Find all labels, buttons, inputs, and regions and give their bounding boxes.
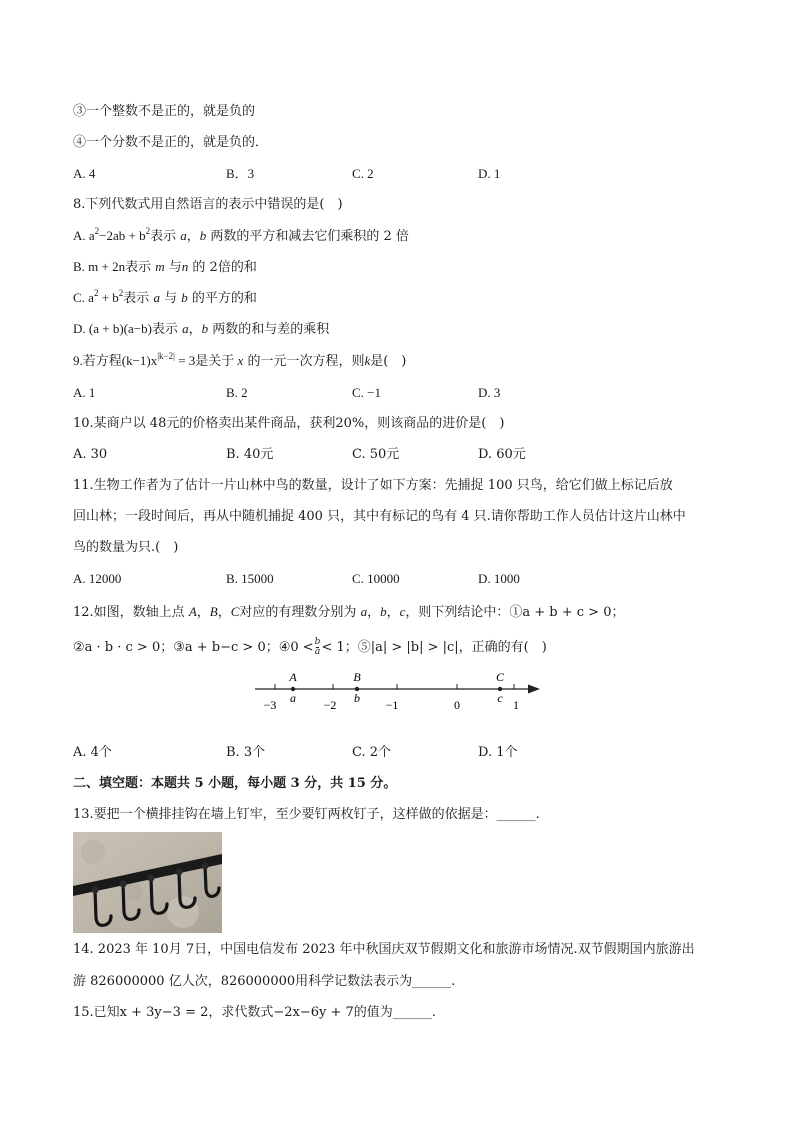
q11-option-b: B. 15000 bbox=[226, 571, 274, 586]
q13-stem: 13.要把一个横排挂钩在墙上钉牢，至少要钉两枚钉子，这样做的依据是：______. bbox=[73, 807, 540, 822]
q7-option-c: C. 2 bbox=[352, 166, 374, 181]
q7-option-d: D. 1 bbox=[478, 166, 501, 181]
q14-stem-line2: 游 826000000 亿人次，826000000用科学记数法表示为______. bbox=[73, 974, 456, 989]
tick-label-minus-1: −1 bbox=[385, 698, 399, 712]
number-line-arrow bbox=[528, 685, 540, 694]
q8-stem: 8.下列代数式用自然语言的表示中错误的是( ) bbox=[73, 197, 343, 212]
q9-option-a: A. 1 bbox=[73, 385, 96, 400]
q11-stem-line2: 回山林；一段时间后，再从中随机捕捉 400 只，其中有标记的鸟有 4 只.请你帮助工作人员估计这片山林中 bbox=[73, 509, 686, 524]
q15-stem: 15.已知x + 3y−3 = 2，求代数式−2x−6y + 7的值为______. bbox=[73, 1005, 436, 1020]
point-c-var: c bbox=[497, 691, 503, 705]
point-b-var: b bbox=[354, 691, 360, 705]
q12-option-c: C. 2个 bbox=[352, 745, 392, 760]
q10-stem: 10.某商户以 48元的价格卖出某件商品，获利20%，则该商品的进价是( ) bbox=[73, 416, 505, 431]
q11-option-a: A. 12000 bbox=[73, 571, 122, 586]
q12-option-a: A. 4个 bbox=[73, 745, 112, 760]
q12-stem-line1: 12.如图，数轴上点 A，B，C对应的有理数分别为 a，b，c，则下列结论中：①a + b + c > 0； bbox=[73, 604, 625, 620]
q14-stem-line1: 14. 2023 年 10月 7日，中国电信发布 2023 年中秋国庆双节假期文化和旅游市场情况.双节假期国内旅游出 bbox=[73, 942, 695, 957]
q10-option-a: A. 30 bbox=[73, 447, 108, 462]
q7-option-a: A. 4 bbox=[73, 166, 96, 181]
tick-label-minus-3: −3 bbox=[263, 698, 277, 712]
statement-4: ④一个分数不是正的，就是负的． bbox=[73, 135, 269, 150]
q8-option-a: A. $a^2-2ab + b^2$表示 a，b 两数的平方和减去它们乘积的 2 倍 bbox=[73, 225, 409, 244]
fraction-b-over-a: $\frac{b}{a}$ bbox=[314, 637, 321, 657]
q9-option-d: D. 3 bbox=[478, 385, 501, 400]
q11-option-d: D. 1000 bbox=[478, 571, 520, 586]
q12-option-b: B. 3个 bbox=[226, 745, 266, 760]
point-c-label: C bbox=[495, 670, 505, 684]
point-a-label: A bbox=[289, 670, 297, 684]
q8-option-b: B. m + 2n表示 m 与n 的 2倍的和 bbox=[73, 259, 257, 275]
number-line-figure bbox=[250, 668, 550, 716]
q7-option-b: B．3 bbox=[226, 166, 255, 181]
tick-label-1: 1 bbox=[513, 698, 519, 712]
q11-stem-line3: 鸟的数量为只.( ) bbox=[73, 540, 179, 555]
point-a-var: a bbox=[290, 691, 296, 705]
q8-option-c: C. $a^2 + b^2$表示 a 与 b 的平方的和 bbox=[73, 287, 257, 306]
q12-stem-line2: ②a · b · c > 0；③a + b−c > 0；④0 < $\frac{b}{a}$ < 1；⑤|a| > |b| > |c|，正确的有( ) bbox=[73, 637, 547, 657]
tick-label-0: 0 bbox=[454, 698, 460, 712]
q11-stem-line1: 11.生物工作者为了估计一片山林中鸟的数量，设计了如下方案：先捕捉 100 只鸟，给它们做上标记后放 bbox=[73, 478, 673, 493]
section-2-heading: 二、填空题：本题共 5 小题，每小题 3 分，共 15 分。 bbox=[73, 776, 397, 791]
point-b-label: B bbox=[353, 670, 361, 684]
statement-3: ③一个整数不是正的，就是负的 bbox=[73, 104, 256, 119]
q11-option-c: C. 10000 bbox=[352, 571, 400, 586]
q9-option-b: B. 2 bbox=[226, 385, 248, 400]
q9-option-c: C. −1 bbox=[352, 385, 382, 400]
q10-option-b: B. 40元 bbox=[226, 447, 274, 462]
coat-hook-rack-photo bbox=[73, 832, 222, 933]
q8-option-d: D. (a + b)(a−b)表示 a，b 两数的和与差的乘积 bbox=[73, 321, 330, 337]
q10-option-d: D. 60元 bbox=[478, 447, 526, 462]
q12-option-d: D. 1个 bbox=[478, 745, 518, 760]
q9-stem: 9.若方程$(k-1)x^{|k-2|} = 3$是关于 x 的一元一次方程，则k是( ) bbox=[73, 350, 407, 369]
tick-label-minus-2: −2 bbox=[323, 698, 337, 712]
q10-option-c: C. 50元 bbox=[352, 447, 400, 462]
